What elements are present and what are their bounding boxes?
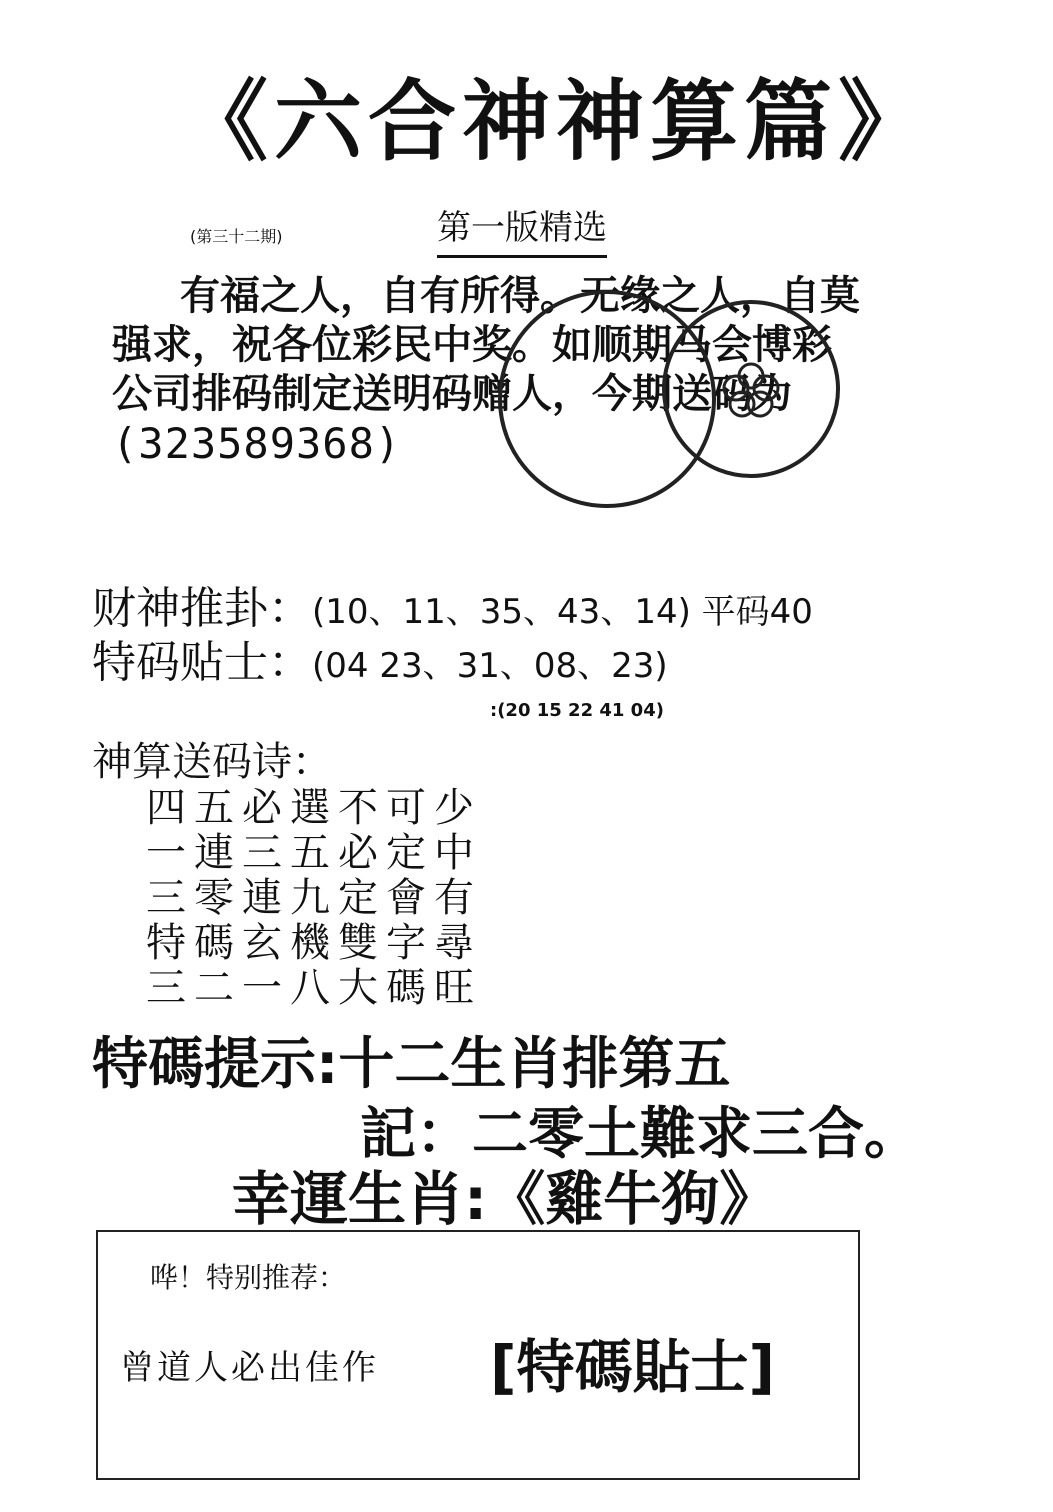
hint-line-1: 特碼提示:十二生肖排第五 [92,1032,731,1097]
tema-value: (04 23、31、08、23) [312,646,668,686]
issue-number: (第三十二期) [190,227,283,246]
seal-stamp-right [662,300,840,478]
intro-line: 有福之人，自有所得。无缘之人，自莫 [180,273,860,319]
poem-line: 三二一八大碼旺 [146,965,482,1011]
poem-line: 四五必選不可少 [146,785,482,831]
intro-line: 强求，祝各位彩民中奖。如顺期马会博彩 [112,322,832,368]
intro-line: 公司排码制定送明码赠人，今期送码为 [112,371,792,417]
poem-line: 三零連九定會有 [146,875,482,921]
page-title: 《六合神神算篇》 [180,70,933,173]
section-heading: 第一版精选 [437,200,607,258]
tema-row [92,626,668,690]
recommend-author: 曾道人必出佳作 [120,1348,379,1388]
poem-lines [146,786,482,1011]
poem-label: 神算送码诗： [92,739,332,785]
flower-emblem-icon [666,304,836,474]
extra-numbers: :(20 15 22 41 04) [490,700,664,721]
poem-line: 特碼玄機雙字尋 [146,920,482,966]
intro-number: (323589368) [112,419,402,468]
caishen-value: (10、11、35、43、14) 平码40 [312,592,813,632]
recommend-label: 哗！特别推荐： [150,1261,347,1294]
tema-label: 特码贴士： [92,637,312,688]
caishen-label: 财神推卦： [92,583,312,634]
hint-line-2: 記：二零土難求三合。 [360,1102,920,1167]
lucky-zodiac: 幸運生肖:《雞牛狗》 [232,1165,778,1233]
poem-line: 一連三五必定中 [146,830,482,876]
recommend-brand: [特碼貼士] [490,1333,776,1401]
